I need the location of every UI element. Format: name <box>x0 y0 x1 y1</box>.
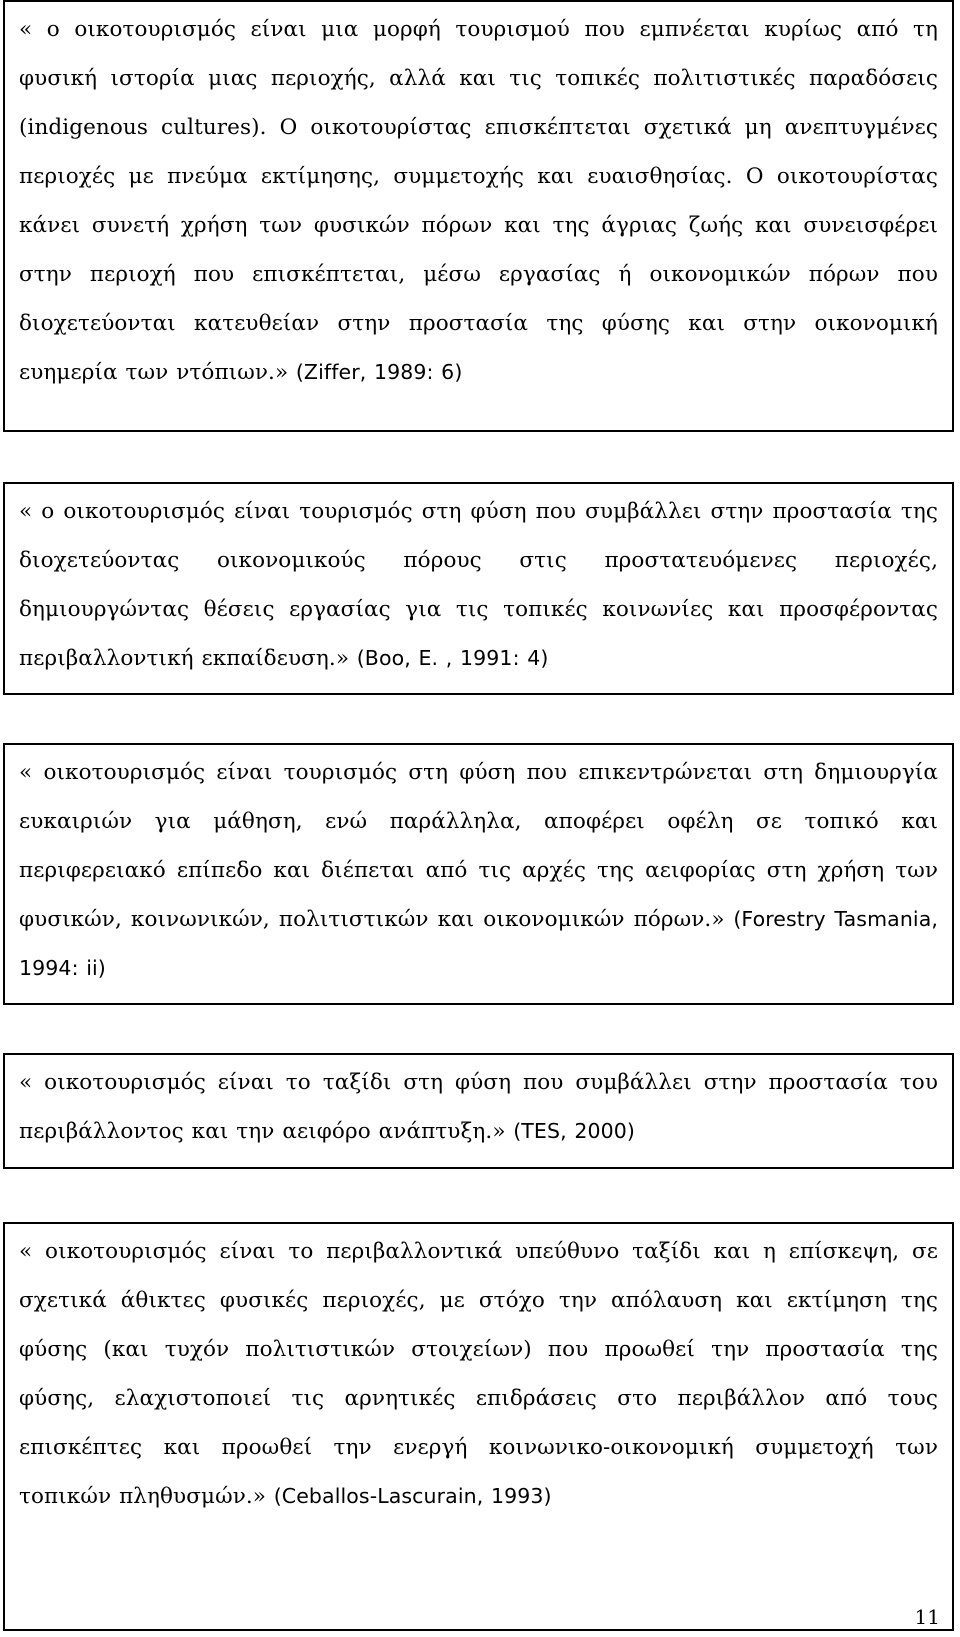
quote-citation: (TES, 2000) <box>505 1119 635 1143</box>
quote-paragraph <box>19 5 938 397</box>
definition-box-ziffer <box>3 0 954 432</box>
definition-box-tes <box>3 1053 954 1169</box>
quote-text: « ο οικοτουρισμός είναι τουρισμός στη φύση που συμβάλλει στην προστασία της διοχετεύοντας οικονομικούς πόρους στις προστατευόμενες περιοχές, δημιουργώντας θέσεις εργασίας για τις τοπικές κοινωνίες και προσφέροντας περιβαλλοντική εκπαίδευση.» <box>19 499 938 671</box>
quote-text: « οικοτουρισμός είναι το περιβαλλοντικά υπεύθυνο ταξίδι και η επίσκεψη, σε σχετικά άθικτες φυσικές περιοχές, με στόχο την απόλαυση και εκτίμηση της φύσης (και τυχόν πολιτιστικών στοιχείων) που προωθεί την προστασία της φύσης, ελαχιστοποιεί τις αρνητικές επιδράσεις στο περιβάλλον από τους επισκέπτες και προωθεί την ενεργή κοινωνικο-οικονομική συμμετοχή των τοπικών πληθυσμών.» <box>19 1239 938 1509</box>
definition-box-boo <box>3 482 954 695</box>
quote-paragraph <box>19 748 938 993</box>
quote-citation: (Ziffer, 1989: 6) <box>288 360 463 384</box>
quote-citation: (Ceballos-Lascurain, 1993) <box>266 1484 552 1508</box>
definition-box-ceballos-lascurain <box>3 1222 954 1631</box>
definition-box-forestry-tasmania <box>3 743 954 1005</box>
quote-paragraph <box>19 1058 938 1156</box>
quote-paragraph <box>19 487 938 683</box>
quote-text: « ο οικοτουρισμός είναι μια μορφή τουρισμού που εμπνέεται κυρίως από τη φυσική ιστορία μιας περιοχής, αλλά και τις τοπικές πολιτιστικές παραδόσεις (indigenous cultures). Ο οικοτουρίστας επισκέπτεται σχετικά μη ανεπτυγμένες περιοχές με πνεύμα εκτίμησης, συμμετοχής και ευαισθησίας. Ο οικοτουρίστας κάνει συνετή χρήση των φυσικών πόρων και της άγριας ζωής και συνεισφέρει στην περιοχή που επισκέπτεται, μέσω εργασίας ή οικονομικών πόρων που διοχετεύονται κατευθείαν στην προστασία της φύσης και στην οικονομική ευημερία των ντόπιων.» <box>19 17 938 385</box>
quote-text: « οικοτουρισμός είναι το ταξίδι στη φύση που συμβάλλει στην προστασία του περιβάλλοντος και την αειφόρο ανάπτυξη.» <box>19 1070 938 1144</box>
quote-text: « οικοτουρισμός είναι τουρισμός στη φύση που επικεντρώνεται στη δημιουργία ευκαιριών για μάθηση, ενώ παράλληλα, αποφέρει οφέλη σε τοπικό και περιφερειακό επίπεδο και διέπεται από τις αρχές της αειφορίας στη χρήση των φυσικών, κοινωνικών, πολιτιστικών και οικονομικών πόρων.» <box>19 760 938 932</box>
quote-citation: (Forestry Tasmania, 1994: ii) <box>19 907 938 980</box>
page-number: 11 <box>914 1605 940 1629</box>
quote-paragraph <box>19 1227 938 1521</box>
quote-citation: (Boo, E. , 1991: 4) <box>349 646 549 670</box>
